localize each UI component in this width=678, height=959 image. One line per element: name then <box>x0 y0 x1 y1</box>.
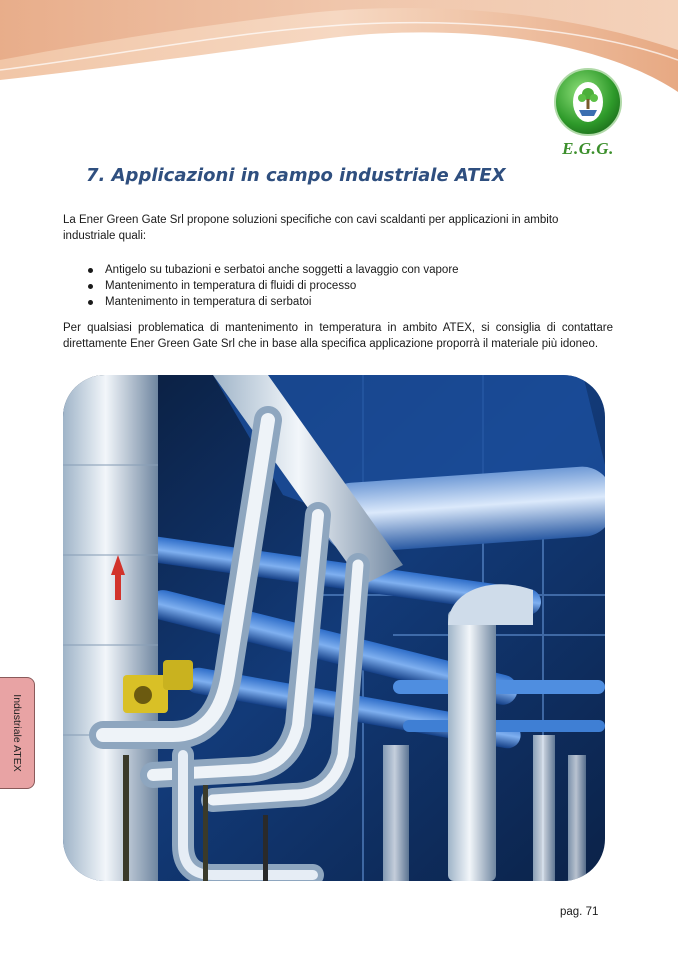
page-number: pag. 71 <box>560 906 599 918</box>
side-tab-section <box>0 677 35 789</box>
intro-paragraph: La Ener Green Gate Srl propone soluzioni specifiche con cavi scaldanti per applicazioni in ambito industriale quali: <box>63 214 559 242</box>
list-item-text: Antigelo su tubazioni e serbatoi anche soggetti a lavaggio con vapore <box>105 264 459 276</box>
list-item-text: Mantenimento in temperatura di fluidi di processo <box>105 280 357 292</box>
list-item-text: Mantenimento in temperatura di serbatoi <box>105 296 312 308</box>
industrial-pipes-photo <box>63 375 605 881</box>
bullet-icon <box>88 268 93 273</box>
bullet-icon <box>88 284 93 289</box>
list-item <box>63 278 603 294</box>
application-list <box>63 262 603 310</box>
section-title: 7. Applicazioni in campo industriale ATEX <box>86 165 506 186</box>
bullet-icon <box>88 300 93 305</box>
logo-brand-text: E.G.G. <box>562 139 614 158</box>
closing-paragraph: Per qualsiasi problematica di mantenimento in temperatura in ambito ATEX, si consiglia di contattare direttamente Ener Green Gate Srl che in base alla specifica applicazione proporrà il materiale più idoneo. <box>63 322 613 350</box>
list-item <box>63 262 603 278</box>
side-tab-label: Industriale ATEX <box>11 694 23 772</box>
list-item <box>63 294 603 310</box>
